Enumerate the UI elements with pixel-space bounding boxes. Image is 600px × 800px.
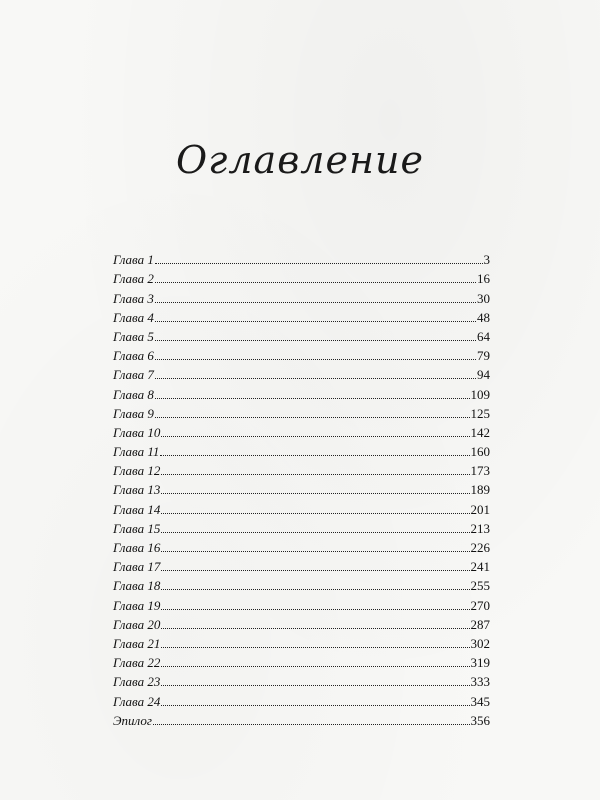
dot-leader bbox=[161, 705, 469, 706]
toc-entry-label: Глава 4 bbox=[113, 309, 154, 325]
toc-entry-label: Глава 20 bbox=[113, 616, 161, 632]
toc-entry-label: Глава 13 bbox=[113, 482, 161, 498]
toc-entry-label: Глава 10 bbox=[113, 424, 161, 440]
dot-leader bbox=[161, 609, 469, 610]
toc-entry-page: 213 bbox=[470, 520, 490, 536]
toc-entry-label: Глава 17 bbox=[113, 559, 161, 575]
toc-entry-page: 333 bbox=[470, 674, 490, 690]
dot-leader bbox=[155, 302, 476, 303]
dot-leader bbox=[155, 282, 476, 283]
toc-entry-page: 142 bbox=[470, 424, 490, 440]
dot-leader bbox=[153, 724, 470, 725]
dot-leader bbox=[160, 455, 469, 456]
dot-leader bbox=[161, 589, 469, 590]
toc-entry bbox=[113, 478, 490, 497]
toc-entry-epilogue bbox=[113, 709, 490, 728]
toc-entry-label: Эпилог bbox=[113, 712, 152, 728]
dot-leader bbox=[161, 474, 469, 475]
toc-entry bbox=[113, 421, 490, 440]
toc-entry bbox=[113, 555, 490, 574]
toc-entry bbox=[113, 382, 490, 401]
dot-leader bbox=[161, 513, 469, 514]
dot-leader bbox=[161, 647, 469, 648]
toc-entry bbox=[113, 497, 490, 516]
toc-entry-page: 160 bbox=[470, 444, 490, 460]
toc-entry bbox=[113, 440, 490, 459]
toc-entry-page: 302 bbox=[470, 635, 490, 651]
toc-entry-page: 189 bbox=[470, 482, 490, 498]
toc-entry-label: Глава 1 bbox=[113, 252, 154, 268]
toc-entry bbox=[113, 689, 490, 708]
dot-leader bbox=[161, 570, 469, 571]
toc-entry-page: 109 bbox=[470, 386, 490, 402]
toc-entry bbox=[113, 670, 490, 689]
toc-entry-page: 356 bbox=[470, 712, 490, 728]
toc-entry-page: 3 bbox=[483, 252, 490, 268]
toc-entry bbox=[113, 363, 490, 382]
dot-leader bbox=[161, 551, 469, 552]
toc-entry-label: Глава 19 bbox=[113, 597, 161, 613]
toc-entry-label: Глава 11 bbox=[113, 444, 160, 460]
toc-entry-page: 255 bbox=[470, 578, 490, 594]
page-title: Оглавление bbox=[175, 138, 424, 182]
toc-entry bbox=[113, 574, 490, 593]
toc-entry-label: Глава 22 bbox=[113, 655, 161, 671]
toc-entry bbox=[113, 306, 490, 325]
toc-entry bbox=[113, 344, 490, 363]
dot-leader bbox=[155, 321, 476, 322]
toc-entry-label: Глава 24 bbox=[113, 693, 161, 709]
dot-leader bbox=[155, 398, 470, 399]
toc-entry bbox=[113, 632, 490, 651]
toc-entry-label: Глава 23 bbox=[113, 674, 161, 690]
dot-leader bbox=[161, 666, 469, 667]
toc-entry-label: Глава 6 bbox=[113, 348, 154, 364]
toc-entry-label: Глава 14 bbox=[113, 501, 161, 517]
table-of-contents bbox=[113, 248, 490, 728]
toc-entry-page: 201 bbox=[470, 501, 490, 517]
toc-entry bbox=[113, 248, 490, 267]
dot-leader bbox=[161, 685, 469, 686]
dot-leader bbox=[161, 493, 469, 494]
dot-leader bbox=[155, 378, 476, 379]
dot-leader bbox=[161, 436, 469, 437]
toc-entry bbox=[113, 517, 490, 536]
dot-leader bbox=[155, 417, 470, 418]
toc-entry-label: Глава 3 bbox=[113, 290, 154, 306]
dot-leader bbox=[161, 532, 469, 533]
toc-entry-label: Глава 16 bbox=[113, 540, 161, 555]
dot-leader bbox=[161, 628, 469, 629]
dot-leader bbox=[155, 359, 476, 360]
toc-entry-page: 64 bbox=[477, 328, 490, 344]
toc-entry-page: 226 bbox=[470, 540, 490, 555]
toc-entry-page: 241 bbox=[470, 559, 490, 575]
toc-entry-label: Глава 21 bbox=[113, 635, 161, 651]
toc-entry bbox=[113, 267, 490, 286]
toc-entry-page: 319 bbox=[470, 655, 490, 671]
toc-entry bbox=[113, 536, 490, 555]
toc-entry-page: 48 bbox=[477, 309, 490, 325]
toc-entry-page: 270 bbox=[470, 597, 490, 613]
toc-entry bbox=[113, 593, 490, 612]
toc-entry-page: 94 bbox=[477, 367, 490, 383]
toc-entry bbox=[113, 651, 490, 670]
toc-entry-page: 79 bbox=[477, 348, 490, 364]
toc-entry-page: 30 bbox=[477, 290, 490, 306]
toc-entry-page: 125 bbox=[470, 405, 490, 421]
toc-entry-label: Глава 18 bbox=[113, 578, 161, 594]
toc-entry-label: Глава 5 bbox=[113, 328, 154, 344]
toc-entry-page: 287 bbox=[470, 616, 490, 632]
toc-entry-label: Глава 9 bbox=[113, 405, 154, 421]
toc-entry-page: 345 bbox=[470, 693, 490, 709]
toc-entry-page: 16 bbox=[477, 271, 490, 287]
toc-entry-label: Глава 2 bbox=[113, 271, 154, 287]
toc-entry-label: Глава 12 bbox=[113, 463, 161, 479]
toc-entry-label: Глава 7 bbox=[113, 367, 154, 383]
toc-entry bbox=[113, 286, 490, 305]
toc-entry bbox=[113, 325, 490, 344]
toc-entry bbox=[113, 402, 490, 421]
toc-entry bbox=[113, 459, 490, 478]
dot-leader bbox=[155, 263, 483, 264]
toc-entry bbox=[113, 613, 490, 632]
toc-entry-label: Глава 15 bbox=[113, 520, 161, 536]
dot-leader bbox=[155, 340, 476, 341]
toc-entry-page: 173 bbox=[470, 463, 490, 479]
toc-entry-label: Глава 8 bbox=[113, 386, 154, 402]
